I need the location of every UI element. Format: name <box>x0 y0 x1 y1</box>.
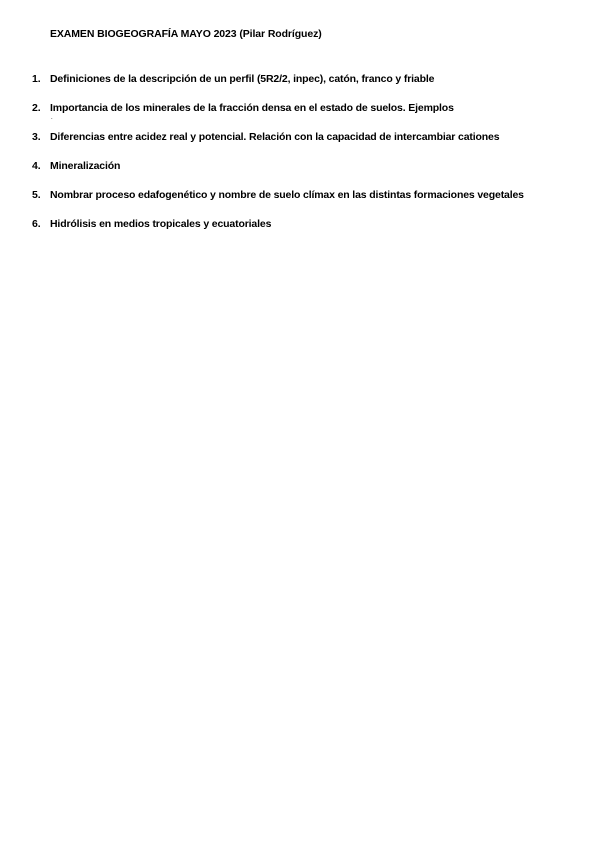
question-text: Diferencias entre acidez real y potencial. Relación con la capacidad de intercambiar cationes <box>50 131 500 143</box>
question-number: 2. <box>32 102 41 114</box>
question-text: Nombrar proceso edafogenético y nombre de suelo clímax en las distintas formaciones vegetales <box>50 189 524 201</box>
question-text: Definiciones de la descripción de un perfil (5R2/2, inpec), catón, franco y friable <box>50 73 435 85</box>
question-text: Hidrólisis en medios tropicales y ecuatoriales <box>50 218 272 230</box>
page-title: EXAMEN BIOGEOGRAFÍA MAYO 2023 (Pilar Rodríguez) <box>50 28 322 40</box>
question-number: 3. <box>32 131 41 143</box>
question-number: 5. <box>32 189 41 201</box>
question-number: 1. <box>32 73 41 85</box>
question-text: Mineralización <box>50 160 121 172</box>
question-number: 6. <box>32 218 41 230</box>
question-text: Importancia de los minerales de la fracción densa en el estado de suelos. Ejemplos <box>50 102 454 114</box>
question-number: 4. <box>32 160 41 172</box>
stray-mark: . <box>51 115 53 121</box>
